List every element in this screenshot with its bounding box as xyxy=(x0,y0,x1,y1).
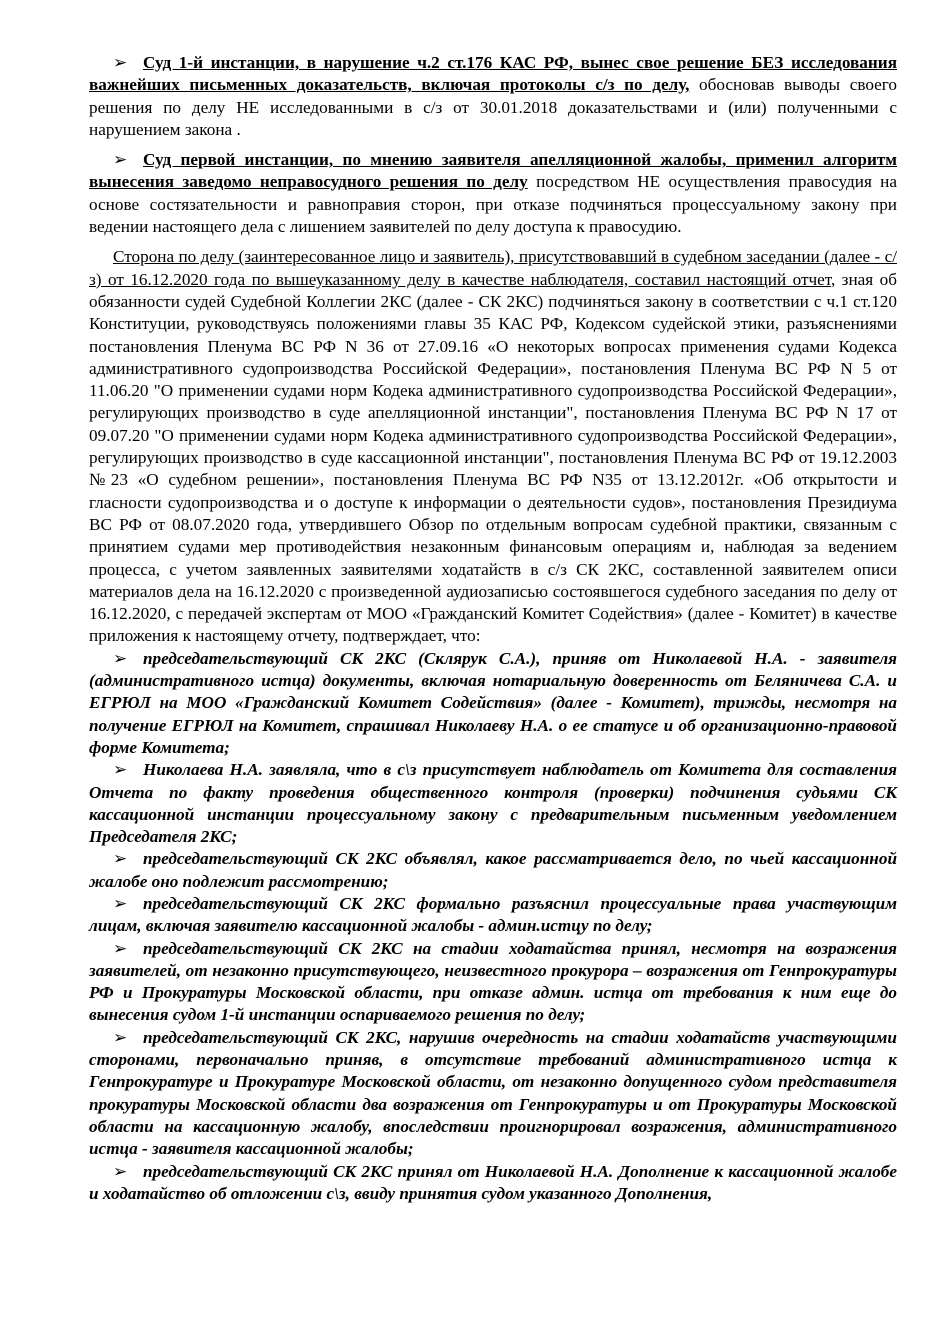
list-item: ➢ председательствующий СК 2КС формально разъяснил процессуальные права участвующим лицам, включая заявителю кассационной жалобы - админ.истцу по делу; xyxy=(89,893,897,936)
paragraph-1-bold: Суд 1-й инстанции, в нарушение ч.2 ст.176 КАС РФ, вынес свое решение БЕЗ исследования важнейших письменных доказательств, включая протоколы с/з по делу, xyxy=(89,53,897,95)
arrow-bullet-icon: ➢ xyxy=(113,648,128,668)
document-page xyxy=(89,52,897,1205)
list-item: ➢ председательствующий СК 2КС на стадии ходатайства принял, несмотря на возражения заявителей, от незаконно присутствующего, неизвестного прокурора – возражения от Генпрокуратуры РФ и Прокуратуры Московской области, при отказе админ. истца от требования к ним еще до вынесения судом 1-й инстанции оспариваемого решения по делу; xyxy=(89,938,897,1025)
arrow-bullet-icon: ➢ xyxy=(113,760,128,780)
paragraph-1-text: обосновав выводы своего решения по делу НЕ исследованными в с/з от 30.01.2018 доказательствами и (или) полученными с нарушением закона . xyxy=(89,75,897,139)
list-item: ➢ председательствующий СК 2КС, нарушив очередность на стадии ходатайств участвующими сторонами, первоначально приняв, в отсутствие требований административного истца к Генпрокуратуре и Прокуратуре Московской области, от незаконно допущенного судом представителя прокуратуры Московской области два возражения от Генпрокуратуры и от Прокуратуры Московской области на кассационную жалобу, впоследствии проигнорировал возражения, административного истца - заявителя кассационной жалобы; xyxy=(89,1027,897,1159)
paragraph-1 xyxy=(89,52,897,141)
arrow-bullet-icon: ➢ xyxy=(113,849,128,869)
paragraph-2-bold: Суд первой инстанции, по мнению заявителя апелляционной жалобы, применил алгоритм вынесения заведомо неправосудного решения по делу xyxy=(89,150,897,192)
paragraph-2 xyxy=(89,149,897,238)
list-item: ➢ председательствующий СК 2КС (Склярук С.А.), приняв от Николаевой Н.А. - заявителя (административного истца) документы, включая нотариальную доверенность от Беляничева С.А. и ЕГРЮЛ на МОО «Гражданский Комитет Содействия» (далее - Комитет), трижды, несмотря на получение ЕГРЮЛ на Комитет, спрашивал Николаеву Н.А. о ее статусе и об организационно-правовой форме Комитета; xyxy=(89,648,897,757)
arrow-bullet-icon: ➢ xyxy=(113,938,128,958)
arrow-bullet-icon: ➢ xyxy=(113,53,128,72)
paragraph-2-text: посредством НЕ осуществления правосудия на основе состязательности и равноправия сторон, при отказе подчиняться процессуальному закону при ведении настоящего дела с лишением заявителей по делу доступа к правосудию. xyxy=(89,172,898,237)
arrow-bullet-icon: ➢ xyxy=(113,150,128,170)
arrow-bullet-icon: ➢ xyxy=(113,893,128,913)
arrow-bullet-icon: ➢ xyxy=(113,1161,128,1181)
list-item: ➢ Николаева Н.А. заявляла, что в с\з присутствует наблюдатель от Комитета для составления Отчета по факту проведения общественного контроля (проверки) подчинения судьями СК кассационной инстанции процессуальному закону с предварительным письменным уведомлением Председателя 2КС; xyxy=(89,760,897,847)
list-item: ➢ председательствующий СК 2КС объявлял, какое рассматривается дело, по чьей кассационной жалобе оно подлежит рассмотрению; xyxy=(89,849,897,891)
paragraph-3-text: , зная об обязанности судей Судебной Коллегии 2КС (далее - СК 2КС) подчиняться закону в соответствии с ч.1 ст.120 Конституции, руководствуясь положениями главы 35 КАС РФ, Кодексом судейской этики, разъяснениями постановления Пленума ВС РФ N 36 от 27.09.16 «О некоторых вопросах применения судами Кодекса административного судопроизводства Российской Федерации», постановления Пленума ВС РФ N 5 от 11.06.20 "О применении судами норм Кодека административного судопроизводства Российской Федерации», регулирующих производство в суде апелляционной инстанции", постановления Пленума ВС РФ N 17 от 09.07.20 "О применении судами норм Кодека административного судопроизводства Российской Федерации», регулирующих производство в суде кассационной инстанции", постановления Пленума ВС РФ от 19.12.2003 №23 «О судебном решении», постановления Пленума ВС РФ N35 от 13.12.2012г. «Об открытости и гласности судопроизводства и о доступе к информации о деятельности судов», постановления Президиума ВС РФ от 08.07.2020 года, утвердившего Обзор по отдельным вопросам судебной практики, связанным с принятием судами мер противодействия незаконным финансовым операциям и, наблюдая за ведением процесса, с учетом заявленных заявителями ходатайств в с/з СК 2КС, составленной заявителем описи материалов дела на 16.12.2020 с произведенной аудиозаписью состоявшегося судебного заседания по делу от 16.12.2020, с передачей экспертам от МОО «Гражданский Комитет Содействия» (далее - Комитет) в качестве приложения к настоящему отчету, подтверждает, что: xyxy=(89,269,897,646)
paragraph-3 xyxy=(89,246,897,647)
paragraph-3-underlined: Сторона по делу (заинтересованное лицо и заявитель), присутствовавший в судебном заседании (далее - с/з) от 16.12.2020 года по вышеуказанному делу в качестве наблюдателя, составил настоящий отчет xyxy=(89,247,897,289)
list-item: ➢ председательствующий СК 2КС принял от Николаевой Н.А. Дополнение к кассационной жалобе и ходатайство об отложении с\з, ввиду принятия судом указанного Дополнения, xyxy=(89,1161,897,1203)
arrow-bullet-icon: ➢ xyxy=(113,1027,128,1047)
